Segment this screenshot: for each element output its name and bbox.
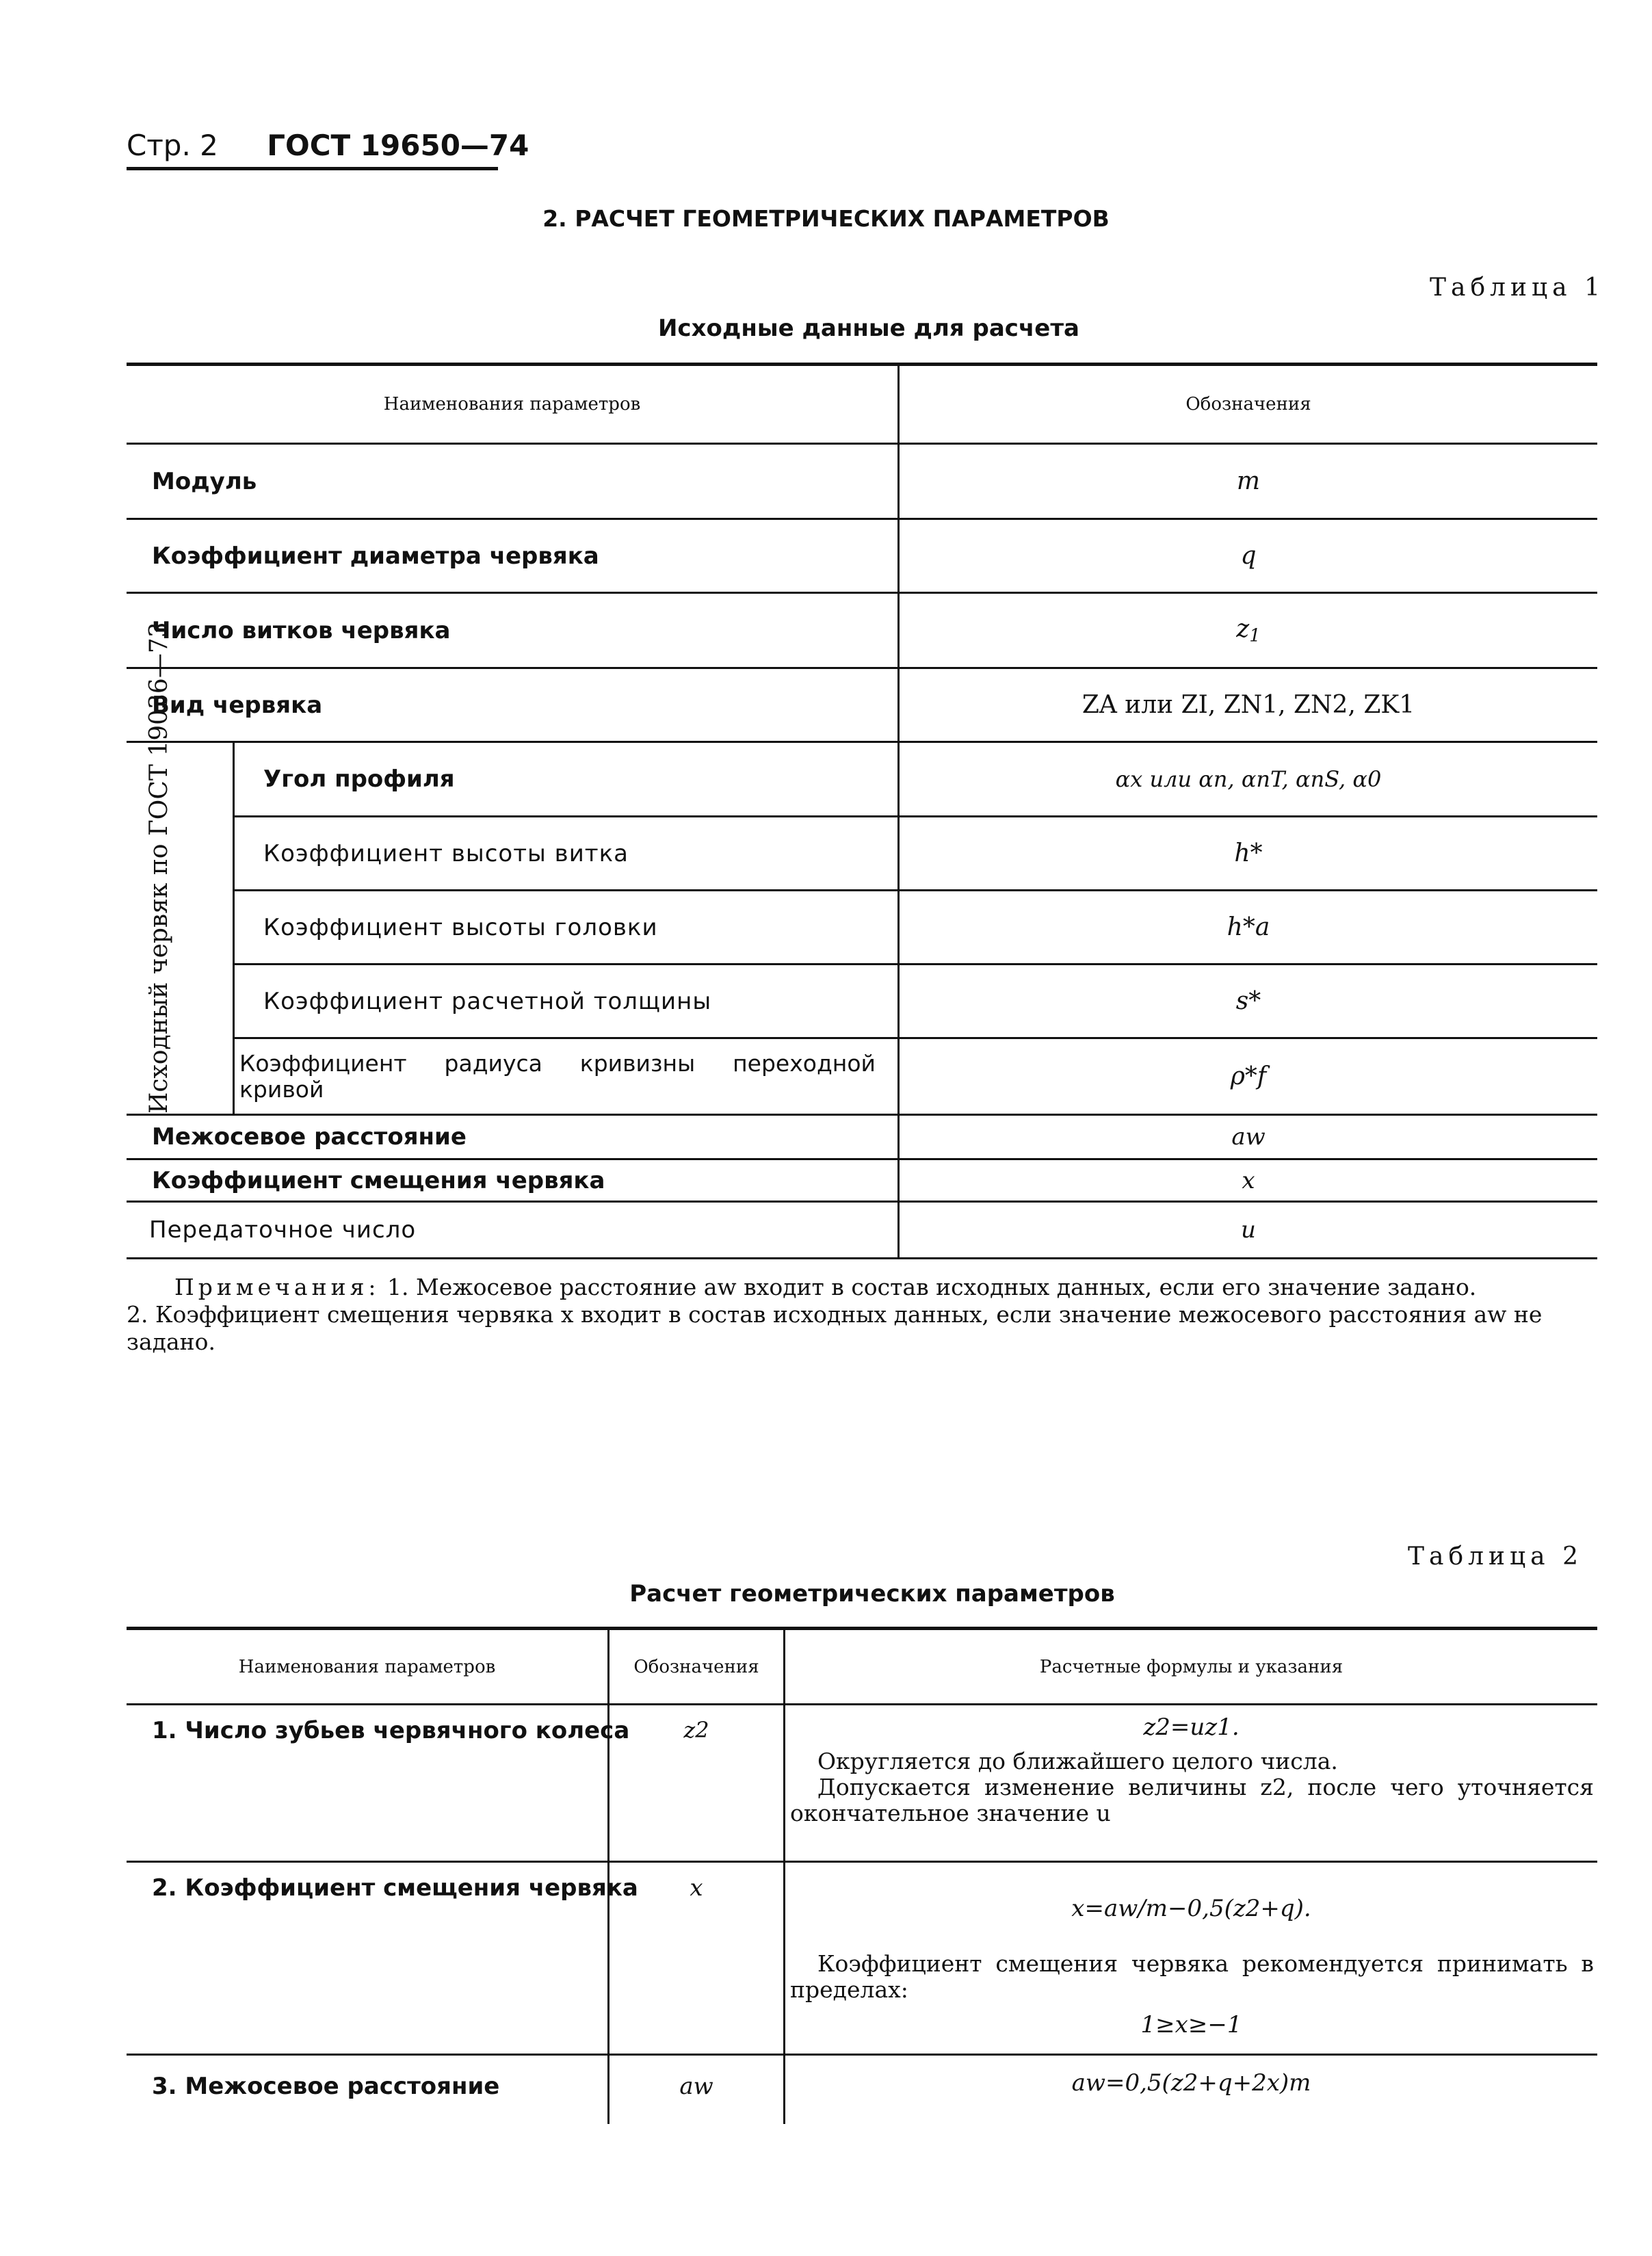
table-row: Угол профиля [263, 765, 455, 793]
table2-header-formula: Расчетные формулы и указания [1039, 1656, 1343, 1677]
table-row: Коэффициент расчетной толщины [263, 987, 712, 1015]
table1-header-name: Наименования параметров [383, 394, 641, 415]
symbol-cell: $z_1$ [1236, 614, 1261, 646]
table-row: Коэффициент радиуса кривизны переходной кривой [239, 1049, 876, 1103]
symbol-cell: z2 [683, 1717, 709, 1743]
symbol-cell: x [1242, 1166, 1255, 1194]
table1-title: Исходные данные для расчета [657, 315, 1080, 342]
table1-header-symbol: Обозначения [1185, 394, 1311, 415]
standard-number: ГОСТ 19650—74 [267, 129, 529, 162]
formula: x=aw/m−0,5(z2+q). [1071, 1895, 1311, 1922]
table-row: Коэффициент диаметра червяка [152, 542, 599, 570]
symbol-cell: h*a [1227, 913, 1270, 941]
symbol-cell: αx или αn, αnT, αnS, α0 [1115, 766, 1382, 792]
symbol-cell: q [1240, 542, 1257, 570]
symbol-cell: aw [1231, 1123, 1266, 1151]
symbol-cell: h* [1234, 839, 1263, 867]
table-row: Модуль [152, 467, 257, 495]
table-row: Межосевое расстояние [152, 1123, 467, 1151]
formula: z2=uz1. [1143, 1714, 1240, 1741]
table-row: 2. Коэффициент смещения червяка [152, 1874, 638, 1902]
page-number: Стр. 2 [127, 129, 218, 162]
group-label: Исходный червяк по ГОСТ 19036—73 [145, 622, 173, 1114]
symbol-cell: u [1241, 1216, 1256, 1244]
symbol-cell: aw [679, 2073, 713, 2100]
table2-label: Таблица 2 [1408, 1543, 1583, 1571]
table-row: Коэффициент высоты витка [263, 839, 629, 867]
formula-note: Округляется до ближайшего целого числа. Допускается изменение величины z2, после чего уточняется окончательное значение u [790, 1748, 1594, 1826]
header-underline [127, 167, 498, 170]
symbol-cell: ρ*f [1230, 1062, 1267, 1090]
page-header [127, 129, 529, 163]
formula-note: Коэффициент смещения червяка рекомендуется принимать в пределах: [790, 1950, 1594, 2003]
symbol-cell: x [690, 1874, 703, 1902]
table-row: Коэффициент высоты головки [263, 913, 658, 941]
symbol-cell: s* [1235, 987, 1261, 1015]
formula: aw=0,5(z2+q+2x)m [1071, 2069, 1311, 2097]
table-row: Коэффициент смещения червяка [152, 1166, 605, 1194]
formula-range: 1≥x≥−1 [1140, 2011, 1242, 2038]
section-title: 2. РАСЧЕТ ГЕОМЕТРИЧЕСКИХ ПАРАМЕТРОВ [542, 205, 1110, 232]
table-row: Число витков червяка [152, 616, 451, 644]
table-row: Передаточное число [149, 1216, 417, 1244]
symbol-cell: ZA или ZI, ZN1, ZN2, ZK1 [1081, 691, 1415, 719]
table1-notes: Примечания: 1. Межосевое расстояние aw входит в состав исходных данных, если его значение задано. 2. Коэффициент смещения червяка x входит в состав исходных данных, если значение межосевого расстояния aw не задано. [127, 1274, 1543, 1355]
table2-header-name: Наименования параметров [238, 1656, 496, 1677]
table2-header-symbol: Обозначения [633, 1656, 759, 1677]
symbol-cell: m [1236, 467, 1261, 495]
table-row: 3. Межосевое расстояние [152, 2073, 500, 2100]
table2-title: Расчет геометрических параметров [629, 1580, 1115, 1608]
table-row: Вид червяка [152, 691, 323, 719]
table-row: 1. Число зубьев червячного колеса [152, 1717, 630, 1744]
table1-label: Таблица 1 [1430, 274, 1605, 302]
